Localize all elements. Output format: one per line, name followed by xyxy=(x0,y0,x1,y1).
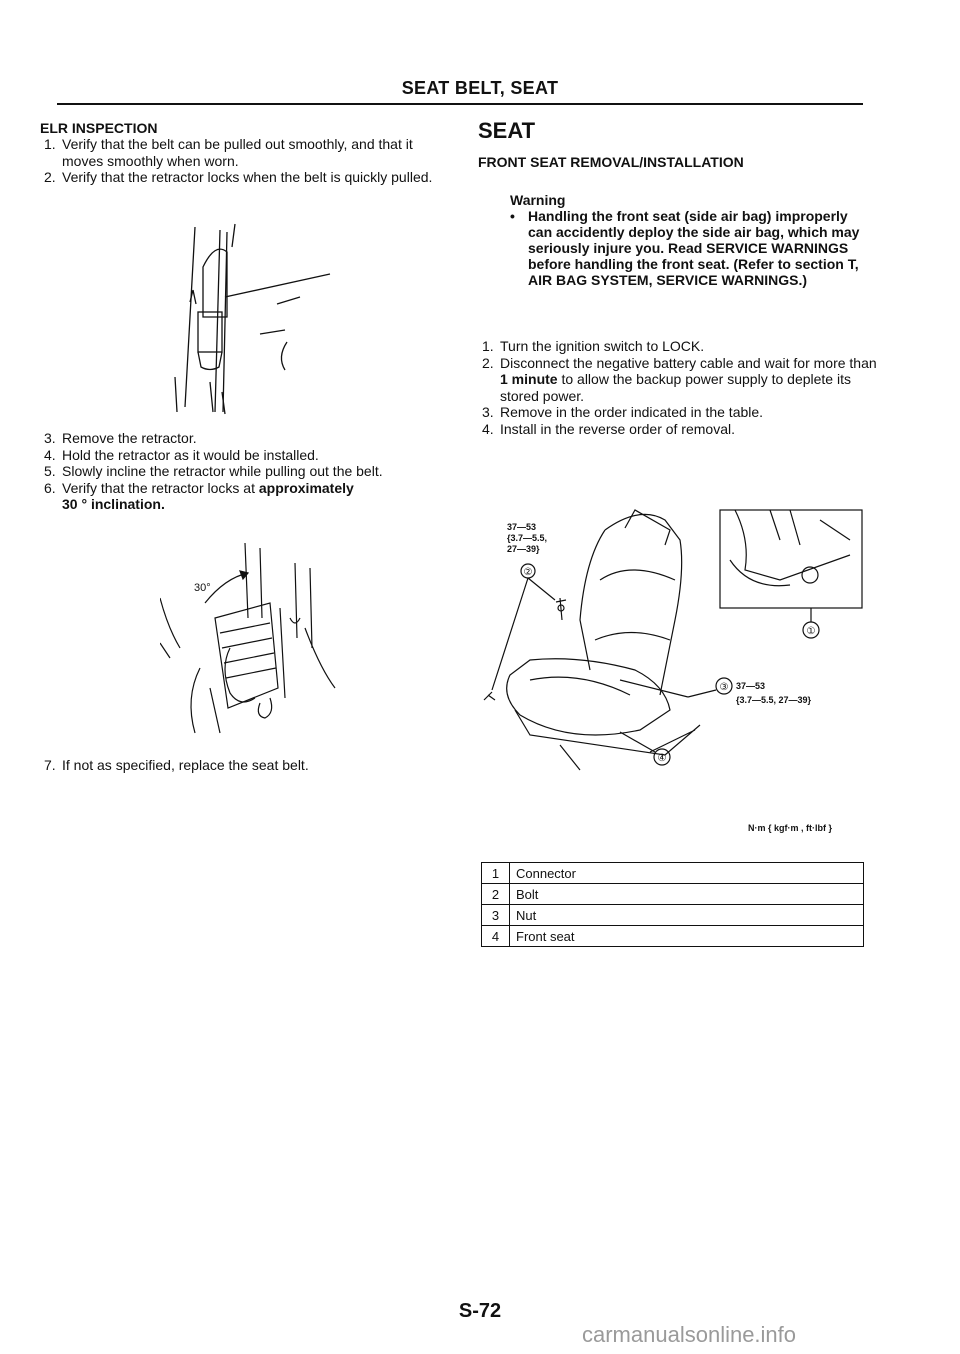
step-number: 2. xyxy=(482,354,494,371)
elr-step-7-wrap xyxy=(40,757,440,774)
step-text xyxy=(62,480,440,513)
seat-step-2 xyxy=(478,355,878,405)
step-text: Install in the reverse order of removal. xyxy=(500,420,735,437)
torque-label-top-3: 27—39} xyxy=(507,544,540,554)
step-number: 2. xyxy=(44,169,56,185)
elr-step-7 xyxy=(40,757,440,774)
seat-step-1 xyxy=(478,338,878,355)
part-number: 1 xyxy=(482,863,510,884)
step-2-prefix: Disconnect the negative battery cable and wait for more than xyxy=(500,354,877,371)
units-label: N·m { kgf·m , ft·lbf } xyxy=(748,823,832,833)
seat-belt-pull-illustration xyxy=(165,222,340,417)
elr-step-1 xyxy=(40,136,440,169)
part-number: 4 xyxy=(482,926,510,947)
step-text xyxy=(500,355,878,405)
warning-text: Handling the front seat (side air bag) improperly can accidently deploy the side air bag, which may seriously injure you. Read SERVICE WARNINGS before handling the front seat. (Refer to section T, AIR BAG SYSTEM, SERVICE WARNINGS.) xyxy=(528,208,860,288)
elr-step-4 xyxy=(40,447,440,464)
step-number: 4. xyxy=(44,446,56,463)
front-seat-diagram xyxy=(470,500,870,785)
callout-4: ④ xyxy=(657,753,667,764)
page-header-title: SEAT BELT, SEAT xyxy=(401,78,559,98)
seat-section xyxy=(478,118,878,170)
header-rule xyxy=(57,103,863,105)
step-number: 3. xyxy=(482,404,494,420)
part-name: Connector xyxy=(510,863,864,884)
elr-step-3 xyxy=(40,430,440,447)
elr-step-6 xyxy=(40,480,440,513)
step-number: 1. xyxy=(482,338,494,354)
warning-label: Warning xyxy=(510,192,566,208)
elr-section xyxy=(40,120,440,186)
step-text: If not as specified, replace the seat belt. xyxy=(62,757,309,773)
step-2-suffix: to allow the backup power supply to deplete its stored power. xyxy=(500,371,851,404)
seat-step-4 xyxy=(478,421,878,438)
seat-step-3 xyxy=(478,404,878,421)
step-6-bold: approximately xyxy=(258,479,354,496)
warning-block xyxy=(510,192,875,288)
part-number: 2 xyxy=(482,884,510,905)
step-2-bold: 1 minute xyxy=(500,371,558,387)
step-number: 3. xyxy=(44,430,56,446)
step-text: Turn the ignition switch to LOCK. xyxy=(500,338,705,354)
step-6-post: 30 ° inclination. xyxy=(62,496,165,512)
part-name: Front seat xyxy=(510,926,864,947)
step-text: Slowly incline the retractor while pulling out the belt. xyxy=(62,463,383,479)
watermark: carmanualsonline.info xyxy=(582,1322,797,1347)
seat-title: SEAT xyxy=(478,118,536,143)
torque-label-top-2: {3.7—5.5, xyxy=(507,533,548,543)
table-row xyxy=(482,863,864,884)
step-text: Verify that the retractor locks when the belt is quickly pulled. xyxy=(62,169,433,185)
elr-step-5 xyxy=(40,463,440,480)
callout-2: ② xyxy=(523,567,533,578)
seat-steps xyxy=(478,338,878,437)
retractor-inclination-illustration xyxy=(160,538,350,738)
step-6-prefix: Verify that the retractor locks at xyxy=(62,479,259,496)
retractor-steps xyxy=(40,430,440,513)
parts-table xyxy=(481,862,864,947)
step-number: 6. xyxy=(44,479,56,496)
torque-label-top-1: 37—53 xyxy=(507,522,537,532)
bullet: • xyxy=(510,208,515,224)
torque-label-right-2: {3.7—5.5, 27—39} xyxy=(736,695,812,705)
step-text: Hold the retractor as it would be installed. xyxy=(62,446,319,463)
step-number: 1. xyxy=(44,136,56,152)
part-number: 3 xyxy=(482,905,510,926)
table-row xyxy=(482,926,864,947)
step-number: 5. xyxy=(44,463,56,479)
step-text: Remove the retractor. xyxy=(62,430,197,446)
torque-label-right-1: 37—53 xyxy=(736,681,766,691)
table-row xyxy=(482,905,864,926)
table-row xyxy=(482,884,864,905)
warning-item xyxy=(510,208,875,288)
step-number: 7. xyxy=(44,757,56,773)
page-number: S-72 xyxy=(458,1300,502,1322)
step-number: 4. xyxy=(482,420,494,437)
angle-label: 30° xyxy=(194,582,211,594)
elr-step-2 xyxy=(40,169,440,186)
callout-1: ① xyxy=(806,626,816,637)
part-name: Bolt xyxy=(510,884,864,905)
callout-3: ③ xyxy=(719,682,729,693)
step-text: Verify that the belt can be pulled out smoothly, and that it moves smoothly when worn. xyxy=(62,136,413,169)
front-seat-title: FRONT SEAT REMOVAL/INSTALLATION xyxy=(478,154,744,170)
part-name: Nut xyxy=(510,905,864,926)
elr-inspection-title: ELR INSPECTION xyxy=(40,120,158,136)
step-text: Remove in the order indicated in the table. xyxy=(500,404,764,420)
